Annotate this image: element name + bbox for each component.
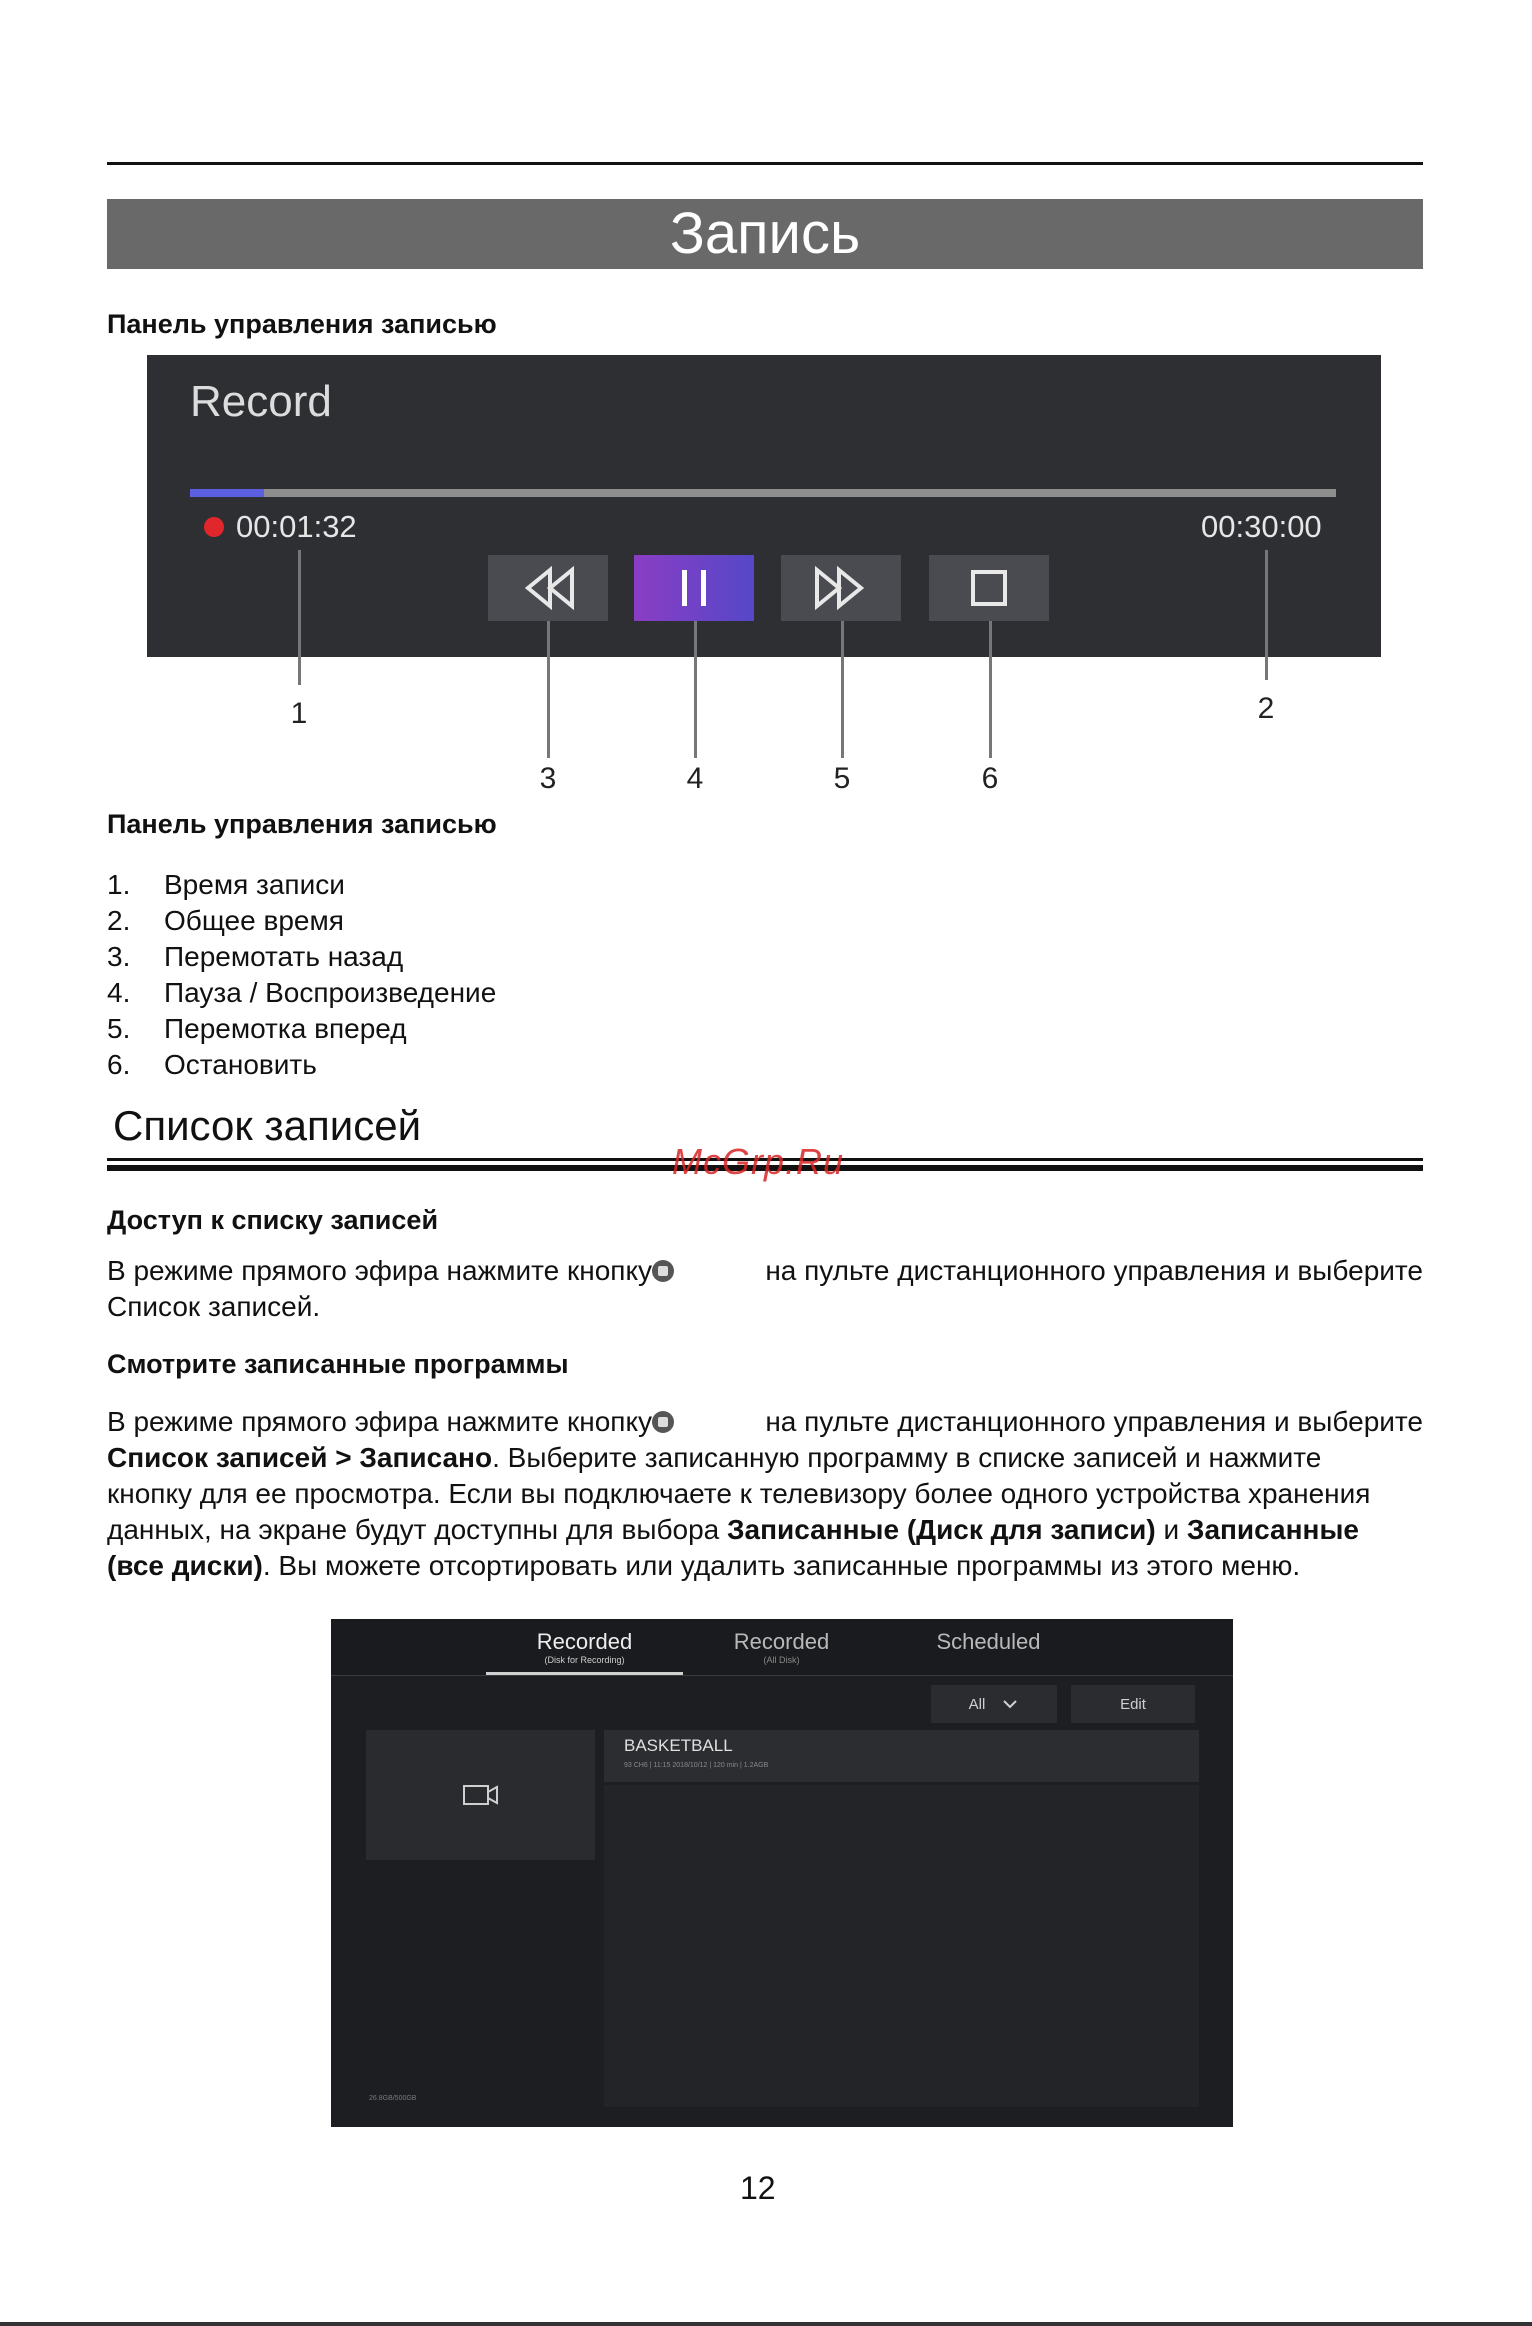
- tab-recorded-disk[interactable]: [486, 1629, 683, 1665]
- active-tab-indicator: [486, 1672, 683, 1675]
- record-progress-fill: [190, 489, 264, 497]
- recording-meta: 93 CH6 | 11:15 2018/10/12 | 120 min | 1.2AGB: [624, 1762, 769, 1769]
- pause-icon: [672, 566, 716, 610]
- watch-text: и: [1163, 1514, 1180, 1545]
- record-panel: [147, 355, 1381, 657]
- record-panel-heading: Панель управления записью: [107, 309, 497, 339]
- access-text: В режиме прямого эфира нажмите кнопку: [107, 1255, 653, 1286]
- page-title: Запись: [107, 199, 1423, 269]
- remote-button-icon: [652, 1260, 674, 1282]
- filter-dropdown[interactable]: [931, 1685, 1057, 1723]
- access-paragraph: [107, 1253, 1427, 1325]
- tab-sublabel: (Disk for Recording): [544, 1655, 625, 1665]
- watch-text: В режиме прямого эфира нажмите кнопку: [107, 1406, 653, 1437]
- page-number: 12: [740, 2170, 776, 2206]
- legend-text: Перемотка вперед: [164, 1013, 407, 1044]
- watermark: McGrp.Ru: [672, 1141, 845, 1182]
- menu-option: Записанные: [1186, 1514, 1359, 1545]
- elapsed-time: 00:01:32: [236, 509, 357, 544]
- filter-value: All: [968, 1695, 986, 1713]
- stop-button[interactable]: [929, 555, 1049, 621]
- callout-line-3: [547, 621, 550, 758]
- legend-number: 2.: [107, 905, 131, 936]
- callout-3: 3: [539, 762, 557, 795]
- access-text: Список записей.: [107, 1291, 321, 1322]
- watch-heading: Смотрите записанные программы: [107, 1349, 569, 1379]
- menu-path: Список записей > Записано: [107, 1442, 493, 1473]
- tab-label: Scheduled: [936, 1629, 1041, 1654]
- legend-item: [107, 903, 496, 939]
- legend-text: Остановить: [164, 1049, 317, 1080]
- watch-text: кнопку для ее просмотра. Если вы подключаете к телевизору более одного устройства хранения: [107, 1478, 1371, 1509]
- stop-icon: [967, 566, 1011, 610]
- callout-line-5: [841, 621, 844, 758]
- legend-text: Общее время: [164, 905, 344, 936]
- watch-paragraph: [107, 1404, 1423, 1584]
- menu-option: Записанные (Диск для записи): [727, 1514, 1156, 1545]
- callout-6: 6: [981, 762, 999, 795]
- video-camera-icon: [462, 1782, 500, 1808]
- recording-title: BASKETBALL: [624, 1736, 733, 1755]
- recordings-screen: [331, 1619, 1233, 2127]
- bottom-rule: [0, 2322, 1532, 2326]
- tab-label: Recorded: [536, 1629, 633, 1654]
- legend-item: [107, 1011, 496, 1047]
- chevron-down-icon: [1001, 1698, 1019, 1710]
- callout-1: 1: [290, 697, 308, 730]
- menu-option: (все диски): [107, 1550, 263, 1581]
- section-title: Список записей: [113, 1102, 422, 1149]
- rewind-icon: [516, 566, 580, 610]
- callout-line-2: [1265, 550, 1268, 680]
- tab-scheduled[interactable]: [880, 1629, 1097, 1655]
- record-progress-bar[interactable]: [190, 489, 1336, 497]
- total-time: 00:30:00: [1201, 509, 1322, 544]
- legend-number: 3.: [107, 941, 131, 972]
- legend-text: Перемотать назад: [164, 941, 404, 972]
- callout-2: 2: [1257, 692, 1275, 725]
- watch-text: данных, на экране будут доступны для выбора: [107, 1514, 720, 1545]
- legend-item: [107, 939, 496, 975]
- recording-dot-icon: [204, 517, 224, 537]
- legend-number: 5.: [107, 1013, 131, 1044]
- callout-line-1: [298, 550, 301, 685]
- top-rule: [107, 162, 1423, 165]
- tab-sublabel: (All Disk): [763, 1655, 800, 1665]
- tab-recorded-all[interactable]: [683, 1629, 880, 1665]
- legend-number: 4.: [107, 977, 131, 1008]
- watch-text: . Выберите записанную программу в списке записей и нажмите: [492, 1442, 1322, 1473]
- access-heading: Доступ к списку записей: [107, 1205, 439, 1235]
- legend-list: [107, 867, 496, 1083]
- legend-item: [107, 867, 496, 903]
- legend-text: Пауза / Воспроизведение: [164, 977, 497, 1008]
- legend-item: [107, 975, 496, 1011]
- legend-number: 1.: [107, 869, 131, 900]
- legend-heading: Панель управления записью: [107, 809, 497, 839]
- legend-number: 6.: [107, 1049, 131, 1080]
- list-item[interactable]: [604, 1730, 1199, 1782]
- watch-text: . Вы можете отсортировать или удалить записанные программы из этого меню.: [262, 1550, 1301, 1581]
- callout-line-6: [989, 621, 992, 758]
- legend-item: [107, 1047, 496, 1083]
- pause-button[interactable]: [634, 555, 754, 621]
- edit-button[interactable]: Edit: [1071, 1685, 1195, 1723]
- access-text: на пульте дистанционного управления и выберите: [765, 1255, 1423, 1286]
- fast-forward-button[interactable]: [781, 555, 901, 621]
- storage-usage: 26.8GB/500GB: [369, 2095, 417, 2102]
- record-panel-title: Record: [190, 377, 332, 426]
- recordings-list: [604, 1785, 1199, 2107]
- callout-4: 4: [686, 762, 704, 795]
- rewind-button[interactable]: [488, 555, 608, 621]
- fast-forward-icon: [809, 566, 873, 610]
- callout-5: 5: [833, 762, 851, 795]
- remote-button-icon: [652, 1411, 674, 1433]
- watch-text: на пульте дистанционного управления и выберите: [765, 1406, 1423, 1437]
- callout-line-4: [694, 621, 697, 758]
- tab-label: Recorded: [733, 1629, 830, 1654]
- legend-text: Время записи: [164, 869, 345, 900]
- recording-thumbnail: [366, 1730, 595, 1860]
